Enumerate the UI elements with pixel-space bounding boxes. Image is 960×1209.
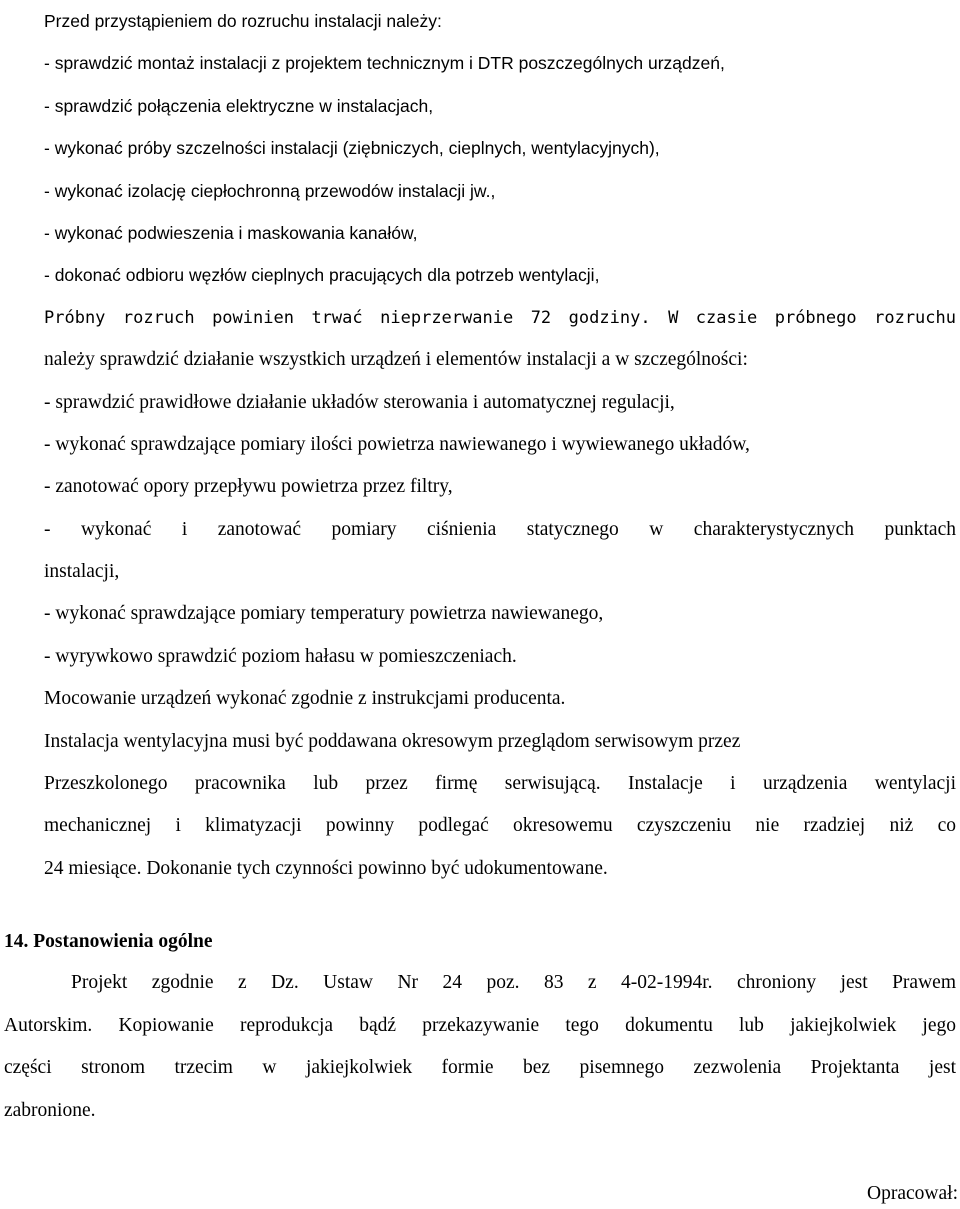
requirements-section: [44, 0, 956, 890]
list-item: - wykonać izolację ciepłochronną przewodów instalacji jw.,: [44, 180, 496, 201]
list-item: - sprawdzić montaż instalacji z projektem technicznym i DTR poszczególnych urządzeń,: [44, 53, 725, 74]
copyright-line: Projekt zgodnie z Dz. Ustaw Nr 24 poz. 83 z 4-02-1994r. chroniony jest Prawem: [71, 972, 956, 993]
maintenance-line: Instalacja wentylacyjna musi być poddawana okresowym przeglądom serwisowym przez: [44, 730, 741, 752]
list-item: - dokonać odbioru węzłów cieplnych pracujących dla potrzeb wentylacji,: [44, 265, 600, 286]
trial-run-line: Próbny rozruch powinien trwać nieprzerwanie 72 godziny. W czasie próbnego rozruchu: [44, 307, 956, 328]
copyright-line: części stronom trzecim w jakiejkolwiek formie bez pisemnego zezwolenia Projektanta jest: [4, 1057, 956, 1078]
maintenance-line: mechanicznej i klimatyzacji powinny podlegać okresowemu czyszczeniu nie rzadziej niż co: [44, 815, 956, 837]
copyright-line: zabronione.: [4, 1099, 96, 1121]
mounting-line: Mocowanie urządzeń wykonać zgodnie z instrukcjami producenta.: [44, 688, 566, 710]
list-item: - zanotować opory przepływu powietrza przez filtry,: [44, 476, 453, 498]
list-item: - wykonać sprawdzające pomiary ilości powietrza nawiewanego i wywiewanego układów,: [44, 433, 750, 455]
copyright-line: Autorskim. Kopiowanie reprodukcja bądź przekazywanie tego dokumentu lub jakiejkolwiek jego: [4, 1014, 956, 1036]
list-item: - wykonać i zanotować pomiary ciśnienia statycznego w charakterystycznych punktach: [44, 518, 956, 540]
list-item: - sprawdzić prawidłowe działanie układów sterowania i automatycznej regulacji,: [44, 391, 675, 413]
list-item-continuation: instalacji,: [44, 561, 120, 583]
maintenance-line: 24 miesiące. Dokonanie tych czynności powinno być udokumentowane.: [44, 857, 608, 879]
general-provisions-section: [4, 962, 956, 1132]
signature-label: Opracował:: [867, 1183, 958, 1204]
maintenance-line: Przeszkolonego pracownika lub przez firmę serwisującą. Instalacje i urządzenia wentylacji: [44, 773, 956, 795]
list-item: - sprawdzić połączenia elektryczne w instalacjach,: [44, 95, 434, 116]
section-heading: 14. Postanowienia ogólne: [4, 931, 213, 952]
list-item: - wykonać sprawdzające pomiary temperatury powietrza nawiewanego,: [44, 603, 604, 625]
intro-line: Przed przystąpieniem do rozruchu instalacji należy:: [44, 11, 442, 31]
list-item: - wyrywkowo sprawdzić poziom hałasu w pomieszczeniach.: [44, 645, 517, 667]
trial-run-line: należy sprawdzić działanie wszystkich urządzeń i elementów instalacji a w szczególności:: [44, 349, 748, 371]
list-item: - wykonać podwieszenia i maskowania kanałów,: [44, 222, 418, 243]
list-item: - wykonać próby szczelności instalacji (ziębniczych, cieplnych, wentylacyjnych),: [44, 138, 660, 159]
